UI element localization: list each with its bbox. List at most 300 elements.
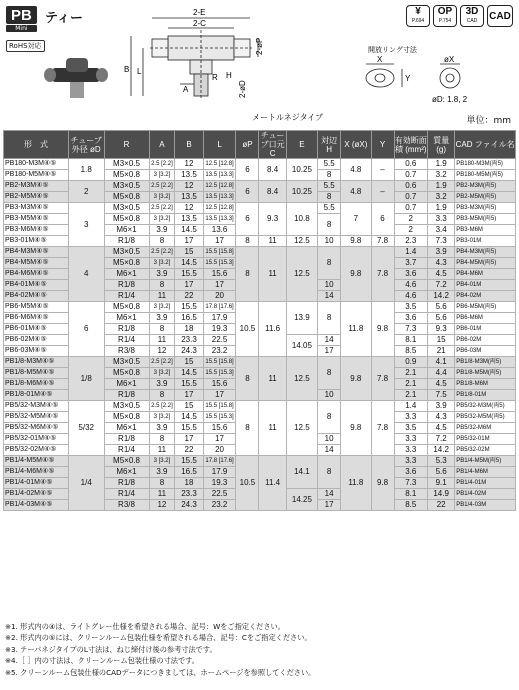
3d-cad-badge[interactable]: 3D CAD xyxy=(460,5,484,27)
table-cell: 22 xyxy=(428,500,455,511)
table-cell: 8.1 xyxy=(394,489,428,500)
table-cell: 1.4 xyxy=(394,401,428,412)
label-y: Y xyxy=(405,74,411,83)
table-cell: 12.5 [12.8] xyxy=(203,159,236,170)
table-cell: 8 xyxy=(236,357,259,401)
table-cell: 7.3 xyxy=(428,236,455,247)
table-cell: 8 xyxy=(149,236,175,247)
model-cell: PB1/8-M5M④⑤ xyxy=(4,368,69,379)
table-cell: 6 xyxy=(236,203,259,236)
cad-file-cell[interactable]: PB3-01M xyxy=(455,236,516,247)
table-cell: 15.5 xyxy=(175,456,203,467)
table-cell: 2.5 [2.2] xyxy=(149,159,175,170)
cad-file-cell[interactable]: PB1/4-02M xyxy=(455,489,516,500)
table-cell: R3/8 xyxy=(104,346,149,357)
table-cell: 3 [3.2] xyxy=(149,214,175,225)
table-cell: 15.5 [15.8] xyxy=(203,401,236,412)
model-cell: PB4-01M④⑤ xyxy=(4,280,69,291)
table-cell: 10 xyxy=(318,390,341,401)
footnote: ※4.［ ］内の寸法は、クリーンルーム包装仕様の寸法です。 xyxy=(5,656,199,666)
table-cell: 19.3 xyxy=(203,478,236,489)
cad-file-cell[interactable]: PB6-M5M(両5) xyxy=(455,302,516,313)
table-cell: 12 xyxy=(175,159,203,170)
table-cell: M3×0.5 xyxy=(104,401,149,412)
column-header: 形 式 xyxy=(4,131,69,159)
table-cell: 12.5 xyxy=(286,357,317,401)
table-cell: 4.6 xyxy=(394,291,428,302)
table-cell: 14.5 xyxy=(175,412,203,423)
table-cell: 10.5 xyxy=(236,456,259,511)
unit-label: 単位：mm xyxy=(466,116,511,126)
cad-file-cell[interactable]: PB1/8-M6M xyxy=(455,379,516,390)
table-cell: M6×1 xyxy=(104,423,149,434)
model-cell: PB5/32-M3M④⑤ xyxy=(4,401,69,412)
cad-file-cell[interactable]: PB5/32-02M xyxy=(455,445,516,456)
table-cell: 12.5 xyxy=(286,401,317,456)
table-cell: 15.5 [15.3] xyxy=(203,258,236,269)
table-cell: 1.4 xyxy=(394,247,428,258)
table-body xyxy=(4,159,516,511)
table-cell: 10 xyxy=(318,434,341,445)
model-cell: PB5/32-M5M④⑤ xyxy=(4,412,69,423)
model-cell: PB3-M3M④⑤ xyxy=(4,203,69,214)
table-cell: 5.6 xyxy=(428,302,455,313)
table-cell: R1/8 xyxy=(104,390,149,401)
table-cell: 18 xyxy=(175,324,203,335)
table-cell: 3.6 xyxy=(394,313,428,324)
table-cell: 3.3 xyxy=(394,412,428,423)
table-cell: 2.1 xyxy=(394,390,428,401)
cad-file-cell[interactable]: PB1/8-M3M(両5) xyxy=(455,357,516,368)
table-cell: 3.3 xyxy=(394,456,428,467)
cad-file-cell[interactable]: PB1/4-M5M(両5) xyxy=(455,456,516,467)
table-cell: 8.4 xyxy=(259,181,286,203)
table-cell: 7.8 xyxy=(371,247,394,302)
table-cell: 2.5 [2.2] xyxy=(149,401,175,412)
table-row xyxy=(4,456,516,467)
cad-file-cell[interactable]: PB5/32-M5M(両5) xyxy=(455,412,516,423)
model-cell: PB1/8-M6M④⑤ xyxy=(4,379,69,390)
model-cell: PB4-M6M④⑤ xyxy=(4,269,69,280)
table-cell: 14.5 xyxy=(175,368,203,379)
column-header: 対辺 H xyxy=(318,131,341,159)
table-cell: 24.3 xyxy=(175,500,203,511)
cad-file-cell[interactable]: PB1/4-01M xyxy=(455,478,516,489)
table-cell: 11 xyxy=(259,401,286,456)
table-cell: M5×0.8 xyxy=(104,302,149,313)
footnotes xyxy=(5,621,515,678)
cad-file-cell[interactable]: PB4-M6M xyxy=(455,269,516,280)
table-cell: M3×0.5 xyxy=(104,203,149,214)
model-cell: PB1/4-03M④⑤ xyxy=(4,500,69,511)
table-cell: 15.5 xyxy=(175,302,203,313)
table-cell: 9.3 xyxy=(428,324,455,335)
column-header: øP xyxy=(236,131,259,159)
table-cell: 15 xyxy=(428,335,455,346)
spec-table xyxy=(3,130,516,511)
label-2c: 2-C xyxy=(193,19,206,28)
table-cell: 11.4 xyxy=(259,456,286,511)
label-2p: 2-øP xyxy=(255,37,264,55)
model-cell: PB1/8-01M④⑤ xyxy=(4,390,69,401)
label-b: B xyxy=(124,65,130,74)
table-cell: 0.6 xyxy=(394,159,428,170)
table-cell: 17 xyxy=(175,280,203,291)
cad-file-cell[interactable]: PB3-M5M(両5) xyxy=(455,214,516,225)
table-cell: 19.3 xyxy=(203,324,236,335)
table-cell: 22.5 xyxy=(203,489,236,500)
table-cell: 8 xyxy=(318,247,341,280)
table-cell: 8 xyxy=(318,401,341,434)
table-cell: 3.6 xyxy=(394,269,428,280)
model-cell: PB6-02M④⑤ xyxy=(4,335,69,346)
model-cell: PB4-M5M④⑤ xyxy=(4,258,69,269)
table-cell: 13.5 xyxy=(175,170,203,181)
table-cell: 16.5 xyxy=(175,467,203,478)
table-cell: – xyxy=(371,181,394,203)
table-cell: 14.05 xyxy=(286,335,317,357)
table-cell: 11 xyxy=(149,489,175,500)
label-2e: 2-E xyxy=(193,8,206,17)
table-header xyxy=(4,131,516,159)
table-cell: 4.8 xyxy=(341,159,371,181)
table-cell: 13.5 xyxy=(175,214,203,225)
series-sub: Mini xyxy=(6,25,37,32)
table-cell: 3 [3.2] xyxy=(149,302,175,313)
column-header: チューブ外径 øD xyxy=(68,131,104,159)
model-cell: PB1/4-M6M④⑤ xyxy=(4,467,69,478)
table-cell: 9.8 xyxy=(371,456,394,511)
table-cell: 4 xyxy=(68,247,104,302)
table-cell: M5×0.8 xyxy=(104,368,149,379)
table-cell: 4.3 xyxy=(428,412,455,423)
table-cell: 11 xyxy=(259,247,286,302)
table-cell: 17.8 [17.6] xyxy=(203,302,236,313)
cad-file-cell[interactable]: PB3-M6M xyxy=(455,225,516,236)
table-cell: M5×0.8 xyxy=(104,214,149,225)
table-cell: 0.7 xyxy=(394,192,428,203)
table-cell: 3.9 xyxy=(149,423,175,434)
table-cell: 7.8 xyxy=(371,357,394,401)
table-cell: M5×0.8 xyxy=(104,456,149,467)
table-cell: 3.4 xyxy=(428,225,455,236)
model-cell: PB5/32-02M④⑤ xyxy=(4,445,69,456)
model-cell: PB4-M3M④⑤ xyxy=(4,247,69,258)
cad-file-cell[interactable]: PB1/4-03M xyxy=(455,500,516,511)
table-cell: 11 xyxy=(149,291,175,302)
model-cell: PB3-M5M④⑤ xyxy=(4,214,69,225)
cad-file-cell[interactable]: PB180-M3M(両5) xyxy=(455,159,516,170)
table-cell: 14.5 xyxy=(175,258,203,269)
option-ref-badge[interactable]: OP P.754 xyxy=(433,5,457,27)
rohs-badge: RoHS対応 xyxy=(6,40,45,52)
table-cell: 1.9 xyxy=(428,203,455,214)
table-cell: 14 xyxy=(318,489,341,500)
table-cell: 17 xyxy=(318,500,341,511)
table-cell: 7 xyxy=(341,203,371,236)
label-od: øD: 1.8, 2 xyxy=(432,95,468,104)
table-cell: 2.1 xyxy=(394,368,428,379)
label-h: H xyxy=(226,71,232,80)
model-cell: PB4-02M④⑤ xyxy=(4,291,69,302)
cad-file-cell[interactable]: PB6-02M xyxy=(455,335,516,346)
table-cell: 15.5 [15.3] xyxy=(203,368,236,379)
model-cell: PB1/4-02M④⑤ xyxy=(4,489,69,500)
dimension-diagram xyxy=(0,0,519,125)
model-cell: PB6-01M④⑤ xyxy=(4,324,69,335)
model-cell: PB1/4-M5M④⑤ xyxy=(4,456,69,467)
table-cell: R1/4 xyxy=(104,489,149,500)
label-a: A xyxy=(183,85,189,94)
cad-file-cell[interactable]: PB6-03M xyxy=(455,346,516,357)
table-cell: M3×0.5 xyxy=(104,159,149,170)
table-cell: 12 xyxy=(175,203,203,214)
price-ref-badge[interactable]: ¥ P.694 xyxy=(406,5,430,27)
table-cell: 15 xyxy=(175,247,203,258)
column-header: 質量 (g) xyxy=(428,131,455,159)
table-cell: R1/4 xyxy=(104,445,149,456)
table-cell: 3.3 xyxy=(394,434,428,445)
model-cell: PB2-M3M④⑤ xyxy=(4,181,69,192)
table-cell: 12.5 [12.8] xyxy=(203,181,236,192)
column-header: CAD ファイル名 xyxy=(455,131,516,159)
table-cell: R1/8 xyxy=(104,280,149,291)
table-cell: 17.9 xyxy=(203,467,236,478)
table-cell: 1/8 xyxy=(68,357,104,401)
table-cell: 0.7 xyxy=(394,203,428,214)
table-cell: 3 [3.2] xyxy=(149,258,175,269)
table-cell: 22 xyxy=(175,291,203,302)
cad-file-cell[interactable]: PB2-M5M(両5) xyxy=(455,192,516,203)
cad-file-cell[interactable]: PB6-M6M xyxy=(455,313,516,324)
footnote: ※5. クリーンルーム包装仕様のCADデータにつきましては、ホームページを参照してください。 xyxy=(5,667,316,677)
table-cell: 6 xyxy=(68,302,104,357)
table-cell: 17.9 xyxy=(203,313,236,324)
label-x: X xyxy=(377,55,383,64)
table-cell: R1/8 xyxy=(104,324,149,335)
table-cell: 15.5 xyxy=(175,379,203,390)
table-cell: 0.7 xyxy=(394,170,428,181)
cad-file-cell[interactable]: PB4-01M xyxy=(455,280,516,291)
cad-file-cell[interactable]: PB1/8-M5M(両5) xyxy=(455,368,516,379)
model-cell: PB1/8-M3M④⑤ xyxy=(4,357,69,368)
cad-file-cell[interactable]: PB6-01M xyxy=(455,324,516,335)
table-cell: 12 xyxy=(149,346,175,357)
model-cell: PB5/32-01M④⑤ xyxy=(4,434,69,445)
table-cell: 3 xyxy=(68,203,104,247)
table-cell: 1/4 xyxy=(68,456,104,511)
cad-file-cell[interactable]: PB1/4-M6M xyxy=(455,467,516,478)
table-cell: 9.8 xyxy=(341,357,371,401)
table-cell: 8 xyxy=(318,170,341,181)
table-cell: 14.25 xyxy=(286,489,317,511)
table-cell: 13.5 [13.3] xyxy=(203,192,236,203)
table-cell: 10.8 xyxy=(286,203,317,236)
table-cell: 9.3 xyxy=(259,203,286,236)
table-cell: M6×1 xyxy=(104,379,149,390)
table-cell: 8 xyxy=(236,236,259,247)
table-cell: 8 xyxy=(236,401,259,456)
table-cell: 14.2 xyxy=(428,445,455,456)
series-code: PB xyxy=(6,6,37,24)
table-cell: 15.5 [15.3] xyxy=(203,412,236,423)
table-cell: 18 xyxy=(175,478,203,489)
table-cell: 22 xyxy=(175,445,203,456)
model-cell: PB3-01M④⑤ xyxy=(4,236,69,247)
table-cell: 7.5 xyxy=(428,390,455,401)
table-row xyxy=(4,247,516,258)
model-cell: PB6-03M④⑤ xyxy=(4,346,69,357)
table-cell: 5.3 xyxy=(428,456,455,467)
table-cell: 10.5 xyxy=(236,302,259,357)
table-cell: 11 xyxy=(259,357,286,401)
table-cell: 2 xyxy=(68,181,104,203)
table-cell: 3.2 xyxy=(428,170,455,181)
table-cell: 13.5 xyxy=(175,192,203,203)
table-cell: 4.6 xyxy=(394,280,428,291)
cad-file-cell[interactable]: PB1/8-01M xyxy=(455,390,516,401)
table-cell: 5.5 xyxy=(318,203,341,214)
table-cell: – xyxy=(371,159,394,181)
table-cell: 3.6 xyxy=(394,467,428,478)
table-cell: M5×0.8 xyxy=(104,192,149,203)
table-cell: 2 xyxy=(394,214,428,225)
table-cell: 1.9 xyxy=(428,181,455,192)
table-cell: 3.3 xyxy=(394,445,428,456)
table-cell: 15.5 [15.8] xyxy=(203,357,236,368)
table-cell: 3.9 xyxy=(149,225,175,236)
table-cell: 4.5 xyxy=(428,269,455,280)
column-header: R xyxy=(104,131,149,159)
cad-file-cell[interactable]: PB5/32-M3M(両5) xyxy=(455,401,516,412)
table-cell: 23.3 xyxy=(175,489,203,500)
model-cell: PB180-M3M④⑤ xyxy=(4,159,69,170)
table-cell: 3.9 xyxy=(149,313,175,324)
table-cell: 3 [3.2] xyxy=(149,456,175,467)
table-row xyxy=(4,357,516,368)
table-cell: R1/8 xyxy=(104,434,149,445)
table-cell: 5.6 xyxy=(428,313,455,324)
table-cell: 15.6 xyxy=(203,379,236,390)
table-cell: 2.5 [2.2] xyxy=(149,181,175,192)
table-cell: 0.9 xyxy=(394,357,428,368)
table-cell: 14.2 xyxy=(428,291,455,302)
cad-file-cell[interactable]: PB4-02M xyxy=(455,291,516,302)
table-cell: M6×1 xyxy=(104,225,149,236)
table-cell: 12 xyxy=(175,181,203,192)
table-cell: 14 xyxy=(318,335,341,346)
table-cell: 17 xyxy=(175,390,203,401)
table-cell: R1/4 xyxy=(104,335,149,346)
table-cell: 15 xyxy=(175,357,203,368)
table-cell: 3 [3.2] xyxy=(149,170,175,181)
cad-file-cell[interactable]: PB180-M5M(両5) xyxy=(455,170,516,181)
table-cell: 12 xyxy=(149,500,175,511)
column-header: 有効断面積 (mm²) xyxy=(394,131,428,159)
table-cell: 11.6 xyxy=(259,302,286,357)
table-cell: R3/8 xyxy=(104,500,149,511)
table-cell: 7.3 xyxy=(394,478,428,489)
table-row xyxy=(4,203,516,214)
table-cell: M6×1 xyxy=(104,313,149,324)
table-cell: M6×1 xyxy=(104,269,149,280)
table-cell: 7.2 xyxy=(428,280,455,291)
table-cell: 8 xyxy=(149,434,175,445)
table-cell: 20 xyxy=(203,291,236,302)
table-row xyxy=(4,401,516,412)
table-cell: 3.7 xyxy=(394,258,428,269)
model-cell: PB6-M5M④⑤ xyxy=(4,302,69,313)
table-cell: 10 xyxy=(318,280,341,291)
table-cell: M5×0.8 xyxy=(104,170,149,181)
table-cell: 14.5 xyxy=(175,225,203,236)
table-cell: 5/32 xyxy=(68,401,104,456)
table-cell: 7.8 xyxy=(371,236,394,247)
table-cell: 3.3 xyxy=(428,214,455,225)
table-cell: 4.3 xyxy=(428,258,455,269)
table-cell: 9.8 xyxy=(341,401,371,456)
cad-file-cell[interactable]: PB5/32-M6M xyxy=(455,423,516,434)
table-cell: 17 xyxy=(203,434,236,445)
table-cell: 22.5 xyxy=(203,335,236,346)
cad-file-cell[interactable]: PB5/32-01M xyxy=(455,434,516,445)
table-cell: 10.25 xyxy=(286,181,317,203)
table-cell: 9.1 xyxy=(428,478,455,489)
table-cell: 11 xyxy=(149,335,175,346)
table-cell: 15.5 [15.8] xyxy=(203,247,236,258)
table-cell: 3.5 xyxy=(394,302,428,313)
table-cell: 23.3 xyxy=(175,335,203,346)
model-cell: PB180-M5M④⑤ xyxy=(4,170,69,181)
table-cell: 3 [3.2] xyxy=(149,192,175,203)
table-cell: 14.9 xyxy=(428,489,455,500)
table-cell: 17.8 [17.6] xyxy=(203,456,236,467)
cad-file-cell[interactable]: PB4-M5M(両5) xyxy=(455,258,516,269)
footnote: ※3. テーパネジタイプのL寸法は、ねじ締付け後の参考寸法です。 xyxy=(5,644,217,654)
table-cell: 10.25 xyxy=(286,159,317,181)
table-cell: 2.1 xyxy=(394,379,428,390)
table-cell: 7.8 xyxy=(371,401,394,456)
table-row xyxy=(4,302,516,313)
product-photo xyxy=(44,58,108,98)
table-cell: 11.8 xyxy=(341,302,371,357)
page-title: ティー xyxy=(45,11,83,26)
model-cell: PB2-M5M④⑤ xyxy=(4,192,69,203)
table-cell: R1/4 xyxy=(104,291,149,302)
table-cell: 15.5 xyxy=(175,269,203,280)
label-release-ring: 開放リング寸法 xyxy=(368,47,417,54)
cad-badge[interactable]: CAD xyxy=(487,5,513,27)
table-cell: 3.9 xyxy=(149,467,175,478)
table-cell: M3×0.5 xyxy=(104,181,149,192)
table-cell: 14.1 xyxy=(286,456,317,489)
label-l: L xyxy=(137,67,142,76)
table-cell: M5×0.8 xyxy=(104,258,149,269)
table-cell: 4.4 xyxy=(428,368,455,379)
cad-file-cell[interactable]: PB3-M3M(両5) xyxy=(455,203,516,214)
cad-file-cell[interactable]: PB4-M3M(両5) xyxy=(455,247,516,258)
table-cell: 12.5 [12.8] xyxy=(203,203,236,214)
table-cell: 15.5 xyxy=(175,423,203,434)
table-cell: 8.1 xyxy=(394,335,428,346)
cad-file-cell[interactable]: PB2-M3M(両5) xyxy=(455,181,516,192)
column-header: X (øX) xyxy=(341,131,371,159)
table-cell: 6 xyxy=(236,159,259,181)
footnote: ※1. 形式内の④は、ライトグレー仕様を希望される場合、記号：Wをご指定ください。 xyxy=(5,622,285,631)
table-cell: 4.5 xyxy=(428,423,455,434)
model-cell: PB5/32-M6M④⑤ xyxy=(4,423,69,434)
table-cell: 12.5 xyxy=(286,236,317,247)
